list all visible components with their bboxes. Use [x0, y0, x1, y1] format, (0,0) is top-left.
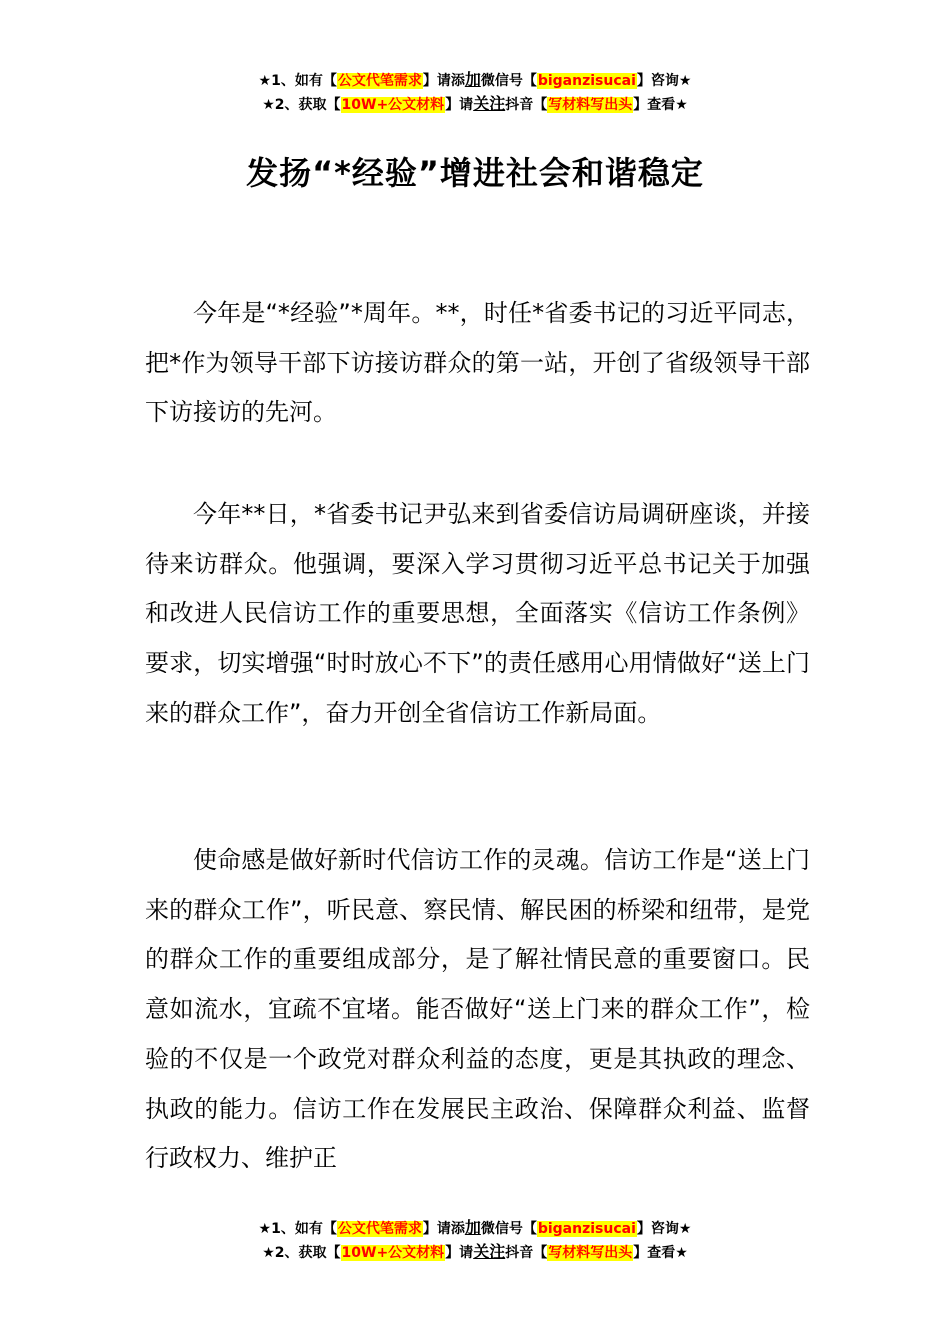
body-paragraph: 使命感是做好新时代信访工作的灵魂。信访工作是“送上门来的群众工作”，听民意、察民情、解民困的桥梁和纽带，是党的群众工作的重要组成部分，是了解社情民意的重要窗口。民意如流水，宜疏不宜堵。能否做好“送上门来的群众工作”，检验的不仅是一个政党对群众利益的态度，更是其执政的理念、执政的能力。信访工作在发展民主政治、保障群众利益、监督行政权力、维护正 — [145, 846, 810, 1173]
star-icon: ★ — [262, 97, 275, 113]
body-paragraph-3-wrapper — [145, 836, 810, 1184]
douyin-id-highlight: 写材料写出头 — [548, 1245, 633, 1261]
promo-banner-bottom — [0, 1216, 950, 1264]
body-paragraph-1-wrapper — [145, 289, 810, 438]
promo-text: 】请添 — [422, 73, 465, 89]
document-title: 发扬“*经验”增进社会和谐稳定 — [246, 154, 704, 192]
body-paragraph: 今年**日，*省委书记尹弘来到省委信访局调研座谈，并接待来访群众。他强调，要深入学习贯彻习近平总书记关于加强和改进人民信访工作的重要思想，全面落实《信访工作条例》要求，切实增强“时时放心不下”的责任感用心用情做好“送上门来的群众工作”，奋力开创全省信访工作新局面。 — [145, 500, 810, 727]
promo-text: 】查看 — [633, 97, 676, 113]
promo-text: 微信号【 — [480, 73, 537, 89]
wechat-id-highlight: biganzisucai — [537, 1221, 636, 1237]
promo-highlight: 公文代笔需求 — [337, 73, 422, 89]
promo-underlined-text: 加 — [464, 70, 481, 89]
promo-text: 2、获取【 — [274, 1245, 341, 1261]
promo-text: 1、如有【 — [271, 73, 337, 89]
promo-underlined-text: 关注 — [473, 1242, 506, 1261]
promo-line-1 — [0, 1216, 950, 1240]
promo-line-2 — [0, 92, 950, 116]
promo-text: 】请 — [445, 97, 474, 113]
wechat-id-highlight: biganzisucai — [537, 73, 636, 89]
star-icon: ★ — [675, 1245, 688, 1261]
promo-text: 】请 — [445, 1245, 474, 1261]
body-paragraph-2-wrapper — [145, 490, 810, 739]
promo-line-2 — [0, 1240, 950, 1264]
promo-line-1 — [0, 68, 950, 92]
promo-text: 抖音【 — [505, 97, 548, 113]
star-icon: ★ — [258, 1221, 272, 1237]
promo-underlined-text: 关注 — [473, 94, 506, 113]
promo-text: 1、如有【 — [271, 1221, 337, 1237]
promo-text: 】咨询 — [636, 1221, 679, 1237]
promo-banner-top — [0, 68, 950, 116]
promo-highlight: 10W+公文材料 — [341, 97, 445, 113]
star-icon: ★ — [258, 73, 272, 89]
promo-text: 抖音【 — [505, 1245, 548, 1261]
star-icon: ★ — [675, 97, 688, 113]
star-icon: ★ — [678, 1221, 692, 1237]
promo-highlight: 10W+公文材料 — [341, 1245, 445, 1261]
promo-highlight: 公文代笔需求 — [337, 1221, 422, 1237]
promo-text: 】请添 — [422, 1221, 465, 1237]
promo-text: 】咨询 — [636, 73, 679, 89]
promo-text: 2、获取【 — [274, 97, 341, 113]
body-paragraph: 今年是“*经验”*周年。**，时任*省委书记的习近平同志，把*作为领导干部下访接访群众的第一站，开创了省级领导干部下访接访的先河。 — [145, 299, 810, 427]
promo-text: 】查看 — [633, 1245, 676, 1261]
promo-underlined-text: 加 — [464, 1218, 481, 1237]
star-icon: ★ — [678, 73, 692, 89]
douyin-id-highlight: 写材料写出头 — [548, 97, 633, 113]
promo-text: 微信号【 — [480, 1221, 537, 1237]
star-icon: ★ — [262, 1245, 275, 1261]
